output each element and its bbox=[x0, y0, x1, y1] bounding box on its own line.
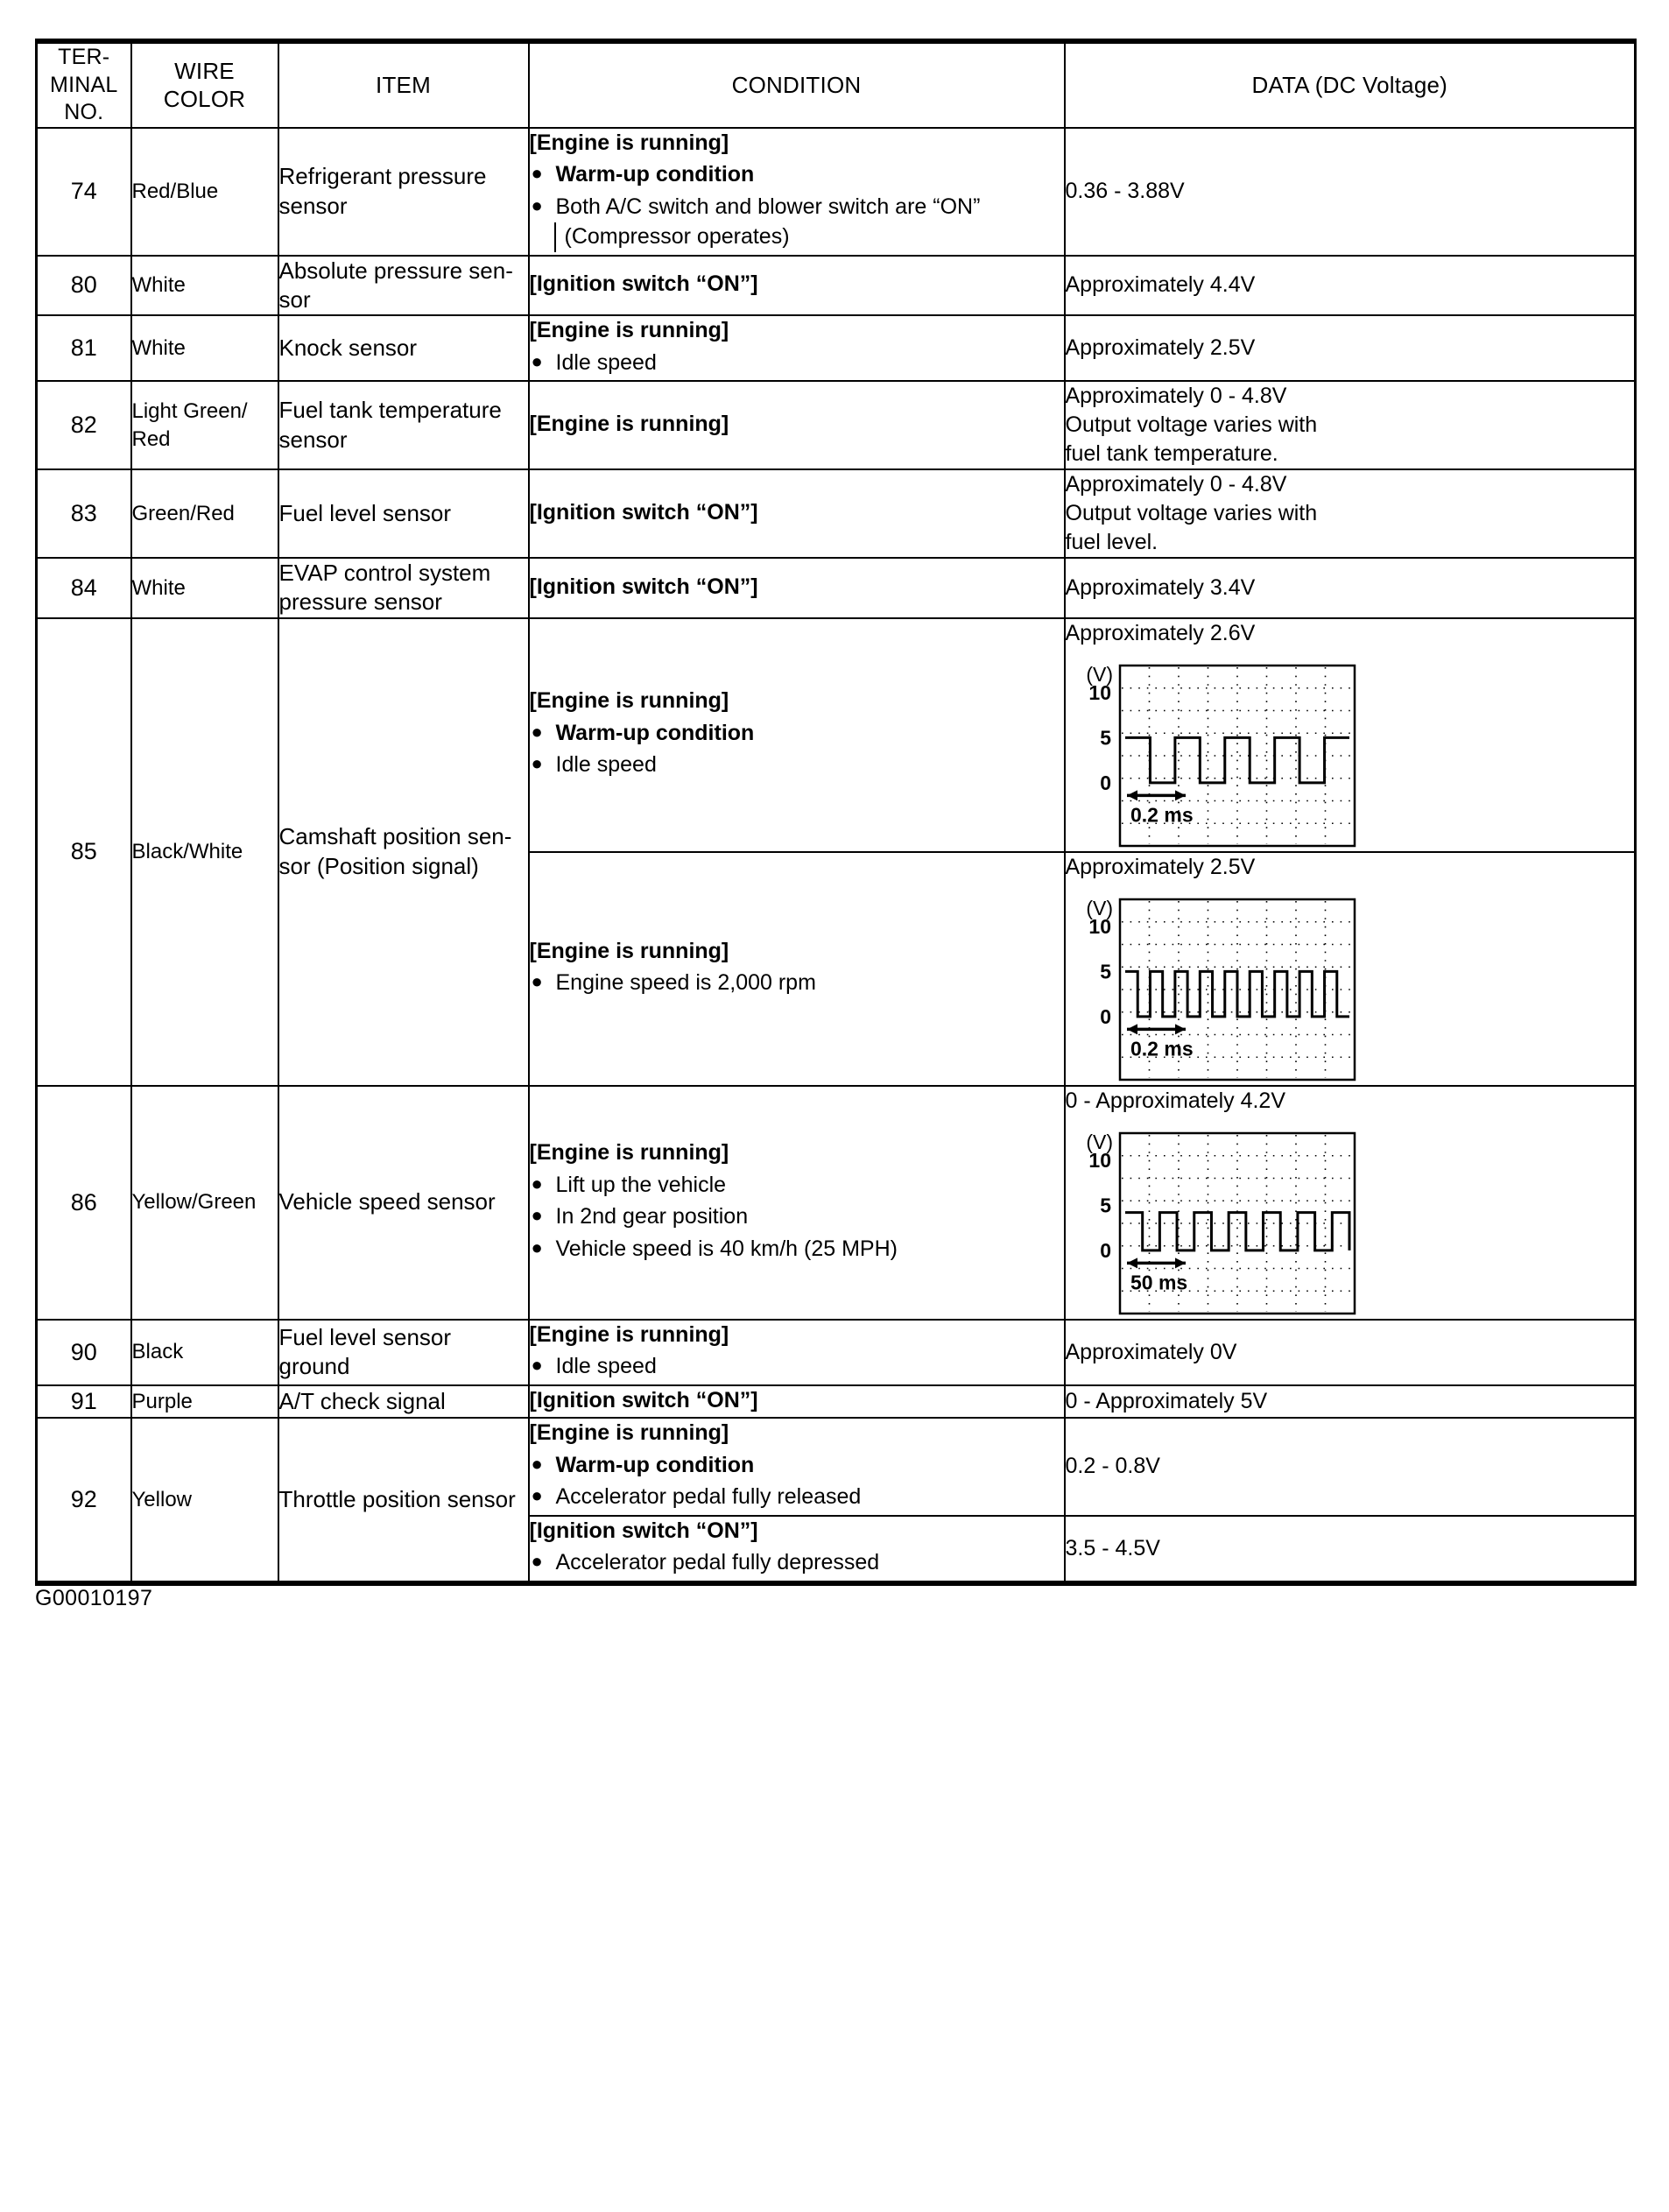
condition-heading: [Ignition switch “ON”] bbox=[529, 1387, 758, 1412]
table-body bbox=[37, 128, 1636, 1583]
scope-y-tick-label: 5 bbox=[1099, 1193, 1111, 1216]
wire-color-cell: Black bbox=[131, 1320, 278, 1385]
data-cell bbox=[1065, 1086, 1636, 1320]
condition-cell bbox=[529, 1320, 1065, 1385]
wire-color-cell: White bbox=[131, 315, 278, 381]
scope-timebase-label: 0.2 ms bbox=[1130, 802, 1194, 826]
condition-heading: [Ignition switch “ON”] bbox=[529, 271, 758, 297]
condition-cell bbox=[529, 256, 1065, 316]
data-value-line: Approximately 2.5V bbox=[1065, 854, 1256, 879]
bullet-icon: ● bbox=[531, 1354, 543, 1377]
wire-color-cell: Red/Blue bbox=[131, 128, 278, 256]
condition-list-item: ● Warm-up condition bbox=[531, 720, 755, 745]
condition-heading: [Engine is running] bbox=[529, 938, 729, 963]
data-cell bbox=[1065, 1385, 1636, 1419]
data-value-line: Output voltage varies with bbox=[1065, 501, 1318, 526]
item-name-cell: Vehicle speed sensor bbox=[278, 1086, 529, 1320]
condition-cell bbox=[529, 852, 1065, 1086]
condition-list-item: ● Both A/C switch and blower switch are “ON” (Compressor operates) bbox=[530, 193, 1064, 252]
bullet-icon: ● bbox=[531, 162, 543, 184]
terminal-number-cell: 81 bbox=[37, 315, 131, 381]
terminal-number-cell: 85 bbox=[37, 618, 131, 1086]
column-header-wire-color bbox=[131, 41, 278, 128]
terminal-number-cell: 74 bbox=[37, 128, 131, 256]
item-name-cell: Fuel tank temperature sensor bbox=[278, 381, 529, 469]
data-value-line: 0 - Approximately 5V bbox=[1065, 1388, 1268, 1413]
bullet-icon: ● bbox=[531, 1484, 543, 1507]
data-value-line: fuel level. bbox=[1065, 530, 1158, 555]
scope-y-tick-label: 10 bbox=[1088, 914, 1111, 938]
terminal-header-line-3: NO. bbox=[64, 100, 104, 124]
condition-cell bbox=[529, 1418, 1065, 1516]
wire-color-cell: White bbox=[131, 256, 278, 316]
condition-list-item: ● Engine speed is 2,000 rpm bbox=[531, 970, 816, 996]
item-name-cell: Fuel level sensor ground bbox=[278, 1320, 529, 1385]
wire-color-cell: Light Green/ Red bbox=[131, 381, 278, 469]
data-cell bbox=[1065, 315, 1636, 381]
condition-list bbox=[530, 1352, 1064, 1382]
condition-list-item: ● Idle speed bbox=[531, 1354, 657, 1379]
terminal-number-cell: 80 bbox=[37, 256, 131, 316]
condition-list-item: ● In 2nd gear position bbox=[531, 1204, 749, 1229]
condition-heading: [Engine is running] bbox=[529, 130, 729, 155]
scope-y-axis-unit: (V) bbox=[1085, 896, 1113, 919]
data-cell bbox=[1065, 469, 1636, 558]
item-name-cell: Camshaft position sen-​sor (Position signal) bbox=[278, 618, 529, 1086]
terminal-number-cell: 82 bbox=[37, 381, 131, 469]
data-value-line: 0 - Approximately 4.2V bbox=[1065, 1088, 1286, 1113]
oscilloscope-waveform bbox=[1066, 892, 1358, 1085]
wire-header-line-1: WIRE bbox=[174, 57, 235, 84]
condition-cell bbox=[529, 1516, 1065, 1583]
condition-list-item: ● Lift up the vehicle bbox=[531, 1172, 727, 1197]
condition-list bbox=[530, 160, 1064, 252]
data-value-line: Approximately 3.4V bbox=[1065, 574, 1256, 600]
column-header-terminal-no bbox=[37, 41, 131, 128]
data-cell bbox=[1065, 381, 1636, 469]
condition-list bbox=[530, 1548, 1064, 1578]
scope-y-tick-label: 0 bbox=[1099, 771, 1111, 794]
bullet-icon: ● bbox=[531, 349, 543, 372]
condition-sub-note: (Compressor operates) bbox=[554, 222, 1064, 252]
waveform-figure bbox=[1066, 659, 1635, 851]
data-value-line: Approximately 2.5V bbox=[1065, 335, 1256, 361]
scope-y-tick-label: 10 bbox=[1088, 1148, 1111, 1172]
condition-cell bbox=[529, 469, 1065, 558]
table-row bbox=[37, 1086, 1636, 1320]
condition-heading: [Engine is running] bbox=[529, 318, 729, 343]
condition-cell bbox=[529, 558, 1065, 618]
bullet-icon: ● bbox=[531, 752, 543, 775]
table-row bbox=[37, 469, 1636, 558]
bullet-icon: ● bbox=[531, 1204, 543, 1227]
table-row bbox=[37, 558, 1636, 618]
terminal-header-line-1: TER- bbox=[58, 45, 110, 69]
data-cell bbox=[1065, 1320, 1636, 1385]
waveform-figure bbox=[1066, 892, 1635, 1085]
data-value-line: Approximately 0 - 4.8V bbox=[1065, 472, 1287, 497]
column-header-condition: CONDITION bbox=[529, 41, 1065, 128]
condition-heading: [Ignition switch “ON”] bbox=[529, 1518, 758, 1543]
wire-color-cell: Black/White bbox=[131, 618, 278, 1086]
data-cell bbox=[1065, 1516, 1636, 1583]
table-row bbox=[37, 315, 1636, 381]
bullet-icon: ● bbox=[531, 194, 543, 216]
data-cell bbox=[1065, 852, 1636, 1086]
table-header-row bbox=[37, 41, 1636, 128]
item-name-cell: Throttle position sensor bbox=[278, 1418, 529, 1583]
wire-color-cell: Yellow/Green bbox=[131, 1086, 278, 1320]
condition-heading: [Ignition switch “ON”] bbox=[529, 574, 758, 599]
item-name-cell: Refrigerant pressure sensor bbox=[278, 128, 529, 256]
condition-cell bbox=[529, 1385, 1065, 1419]
data-value-line: fuel tank temperature. bbox=[1065, 441, 1278, 467]
column-header-item: ITEM bbox=[278, 41, 529, 128]
condition-list bbox=[530, 349, 1064, 378]
wire-header-line-2: COLOR bbox=[163, 86, 246, 113]
terminal-number-cell: 92 bbox=[37, 1418, 131, 1583]
condition-cell bbox=[529, 128, 1065, 256]
condition-list bbox=[530, 1171, 1064, 1265]
bullet-icon: ● bbox=[531, 970, 543, 993]
data-value-line: 0.2 - 0.8V bbox=[1065, 1454, 1160, 1479]
data-cell bbox=[1065, 558, 1636, 618]
data-value-line: Approximately 4.4V bbox=[1065, 272, 1256, 298]
scope-timebase-label: 50 ms bbox=[1130, 1270, 1187, 1293]
scope-y-axis-unit: (V) bbox=[1085, 662, 1113, 686]
ecm-terminal-data-table bbox=[35, 39, 1637, 1586]
data-cell bbox=[1065, 1418, 1636, 1516]
table-row bbox=[37, 128, 1636, 256]
table-row bbox=[37, 1385, 1636, 1419]
terminal-number-cell: 90 bbox=[37, 1320, 131, 1385]
oscilloscope-waveform bbox=[1066, 659, 1358, 851]
table-row bbox=[37, 1418, 1636, 1516]
bullet-icon: ● bbox=[531, 1550, 543, 1573]
wire-color-cell: Green/Red bbox=[131, 469, 278, 558]
wire-color-cell: Purple bbox=[131, 1385, 278, 1419]
item-name-cell: A/T check signal bbox=[278, 1385, 529, 1419]
data-value-line: 0.36 - 3.88V bbox=[1065, 179, 1185, 203]
item-name-cell: Knock sensor bbox=[278, 315, 529, 381]
table-row bbox=[37, 381, 1636, 469]
data-value-line: Approximately 0V bbox=[1065, 1339, 1237, 1364]
wire-color-cell: White bbox=[131, 558, 278, 618]
condition-list-item: ● Idle speed bbox=[531, 752, 657, 778]
condition-cell bbox=[529, 315, 1065, 381]
scope-timebase-label: 0.2 ms bbox=[1130, 1036, 1194, 1060]
scope-y-axis-unit: (V) bbox=[1085, 1130, 1113, 1153]
figure-code: G00010197 bbox=[35, 1585, 153, 1610]
item-name-cell: Fuel level sensor bbox=[278, 469, 529, 558]
data-value-line: 3.5 - 4.5V bbox=[1065, 1535, 1160, 1560]
waveform-figure bbox=[1066, 1126, 1635, 1319]
bullet-icon: ● bbox=[531, 1452, 543, 1475]
data-value-line: Approximately 2.6V bbox=[1065, 620, 1256, 645]
condition-heading: [Engine is running] bbox=[529, 1321, 729, 1347]
terminal-number-cell: 91 bbox=[37, 1385, 131, 1419]
condition-list-item: ● Accelerator pedal fully released bbox=[531, 1484, 862, 1510]
terminal-header-line-2: MINAL bbox=[50, 72, 118, 97]
bullet-icon: ● bbox=[531, 720, 543, 743]
oscilloscope-waveform bbox=[1066, 1126, 1358, 1319]
condition-list-item: ● Warm-up condition bbox=[531, 1452, 755, 1477]
scope-y-tick-label: 10 bbox=[1088, 680, 1111, 704]
condition-cell bbox=[529, 1086, 1065, 1320]
table-row bbox=[37, 256, 1636, 316]
condition-list-item: ● Vehicle speed is 40 km/h (25 MPH) bbox=[531, 1236, 898, 1261]
table-row bbox=[37, 618, 1636, 852]
bullet-icon: ● bbox=[531, 1236, 543, 1258]
item-name-cell: Absolute pressure sen-​sor bbox=[278, 256, 529, 316]
condition-list-item: ● Idle speed bbox=[531, 349, 657, 375]
scope-y-tick-label: 0 bbox=[1099, 1238, 1111, 1262]
data-cell bbox=[1065, 256, 1636, 316]
scope-y-tick-label: 5 bbox=[1099, 725, 1111, 749]
condition-list-item: ● Accelerator pedal fully depressed bbox=[531, 1550, 880, 1575]
condition-heading: [Engine is running] bbox=[529, 688, 729, 714]
data-cell bbox=[1065, 618, 1636, 852]
condition-heading: [Engine is running] bbox=[529, 1420, 729, 1446]
item-name-cell: EVAP control system pressure sensor bbox=[278, 558, 529, 618]
condition-list bbox=[530, 969, 1064, 998]
terminal-number-cell: 84 bbox=[37, 558, 131, 618]
terminal-number-cell: 86 bbox=[37, 1086, 131, 1320]
table-row bbox=[37, 1320, 1636, 1385]
condition-heading: [Ignition switch “ON”] bbox=[529, 499, 758, 525]
condition-cell bbox=[529, 618, 1065, 852]
scope-y-tick-label: 5 bbox=[1099, 959, 1111, 983]
column-header-data: DATA (DC Voltage) bbox=[1065, 41, 1636, 128]
condition-list bbox=[530, 1451, 1064, 1512]
condition-heading: [Engine is running] bbox=[529, 1140, 729, 1166]
scope-y-tick-label: 0 bbox=[1099, 1004, 1111, 1028]
condition-list-item: ● Warm-up condition bbox=[531, 162, 755, 187]
data-cell bbox=[1065, 128, 1636, 256]
data-value-line: Approximately 0 - 4.8V bbox=[1065, 384, 1287, 409]
wire-color-cell: Yellow bbox=[131, 1418, 278, 1583]
condition-list bbox=[530, 719, 1064, 780]
terminal-number-cell: 83 bbox=[37, 469, 131, 558]
condition-cell bbox=[529, 381, 1065, 469]
bullet-icon: ● bbox=[531, 1172, 543, 1194]
data-value-line: Output voltage varies with bbox=[1065, 412, 1318, 438]
condition-heading: [Engine is running] bbox=[529, 411, 729, 436]
